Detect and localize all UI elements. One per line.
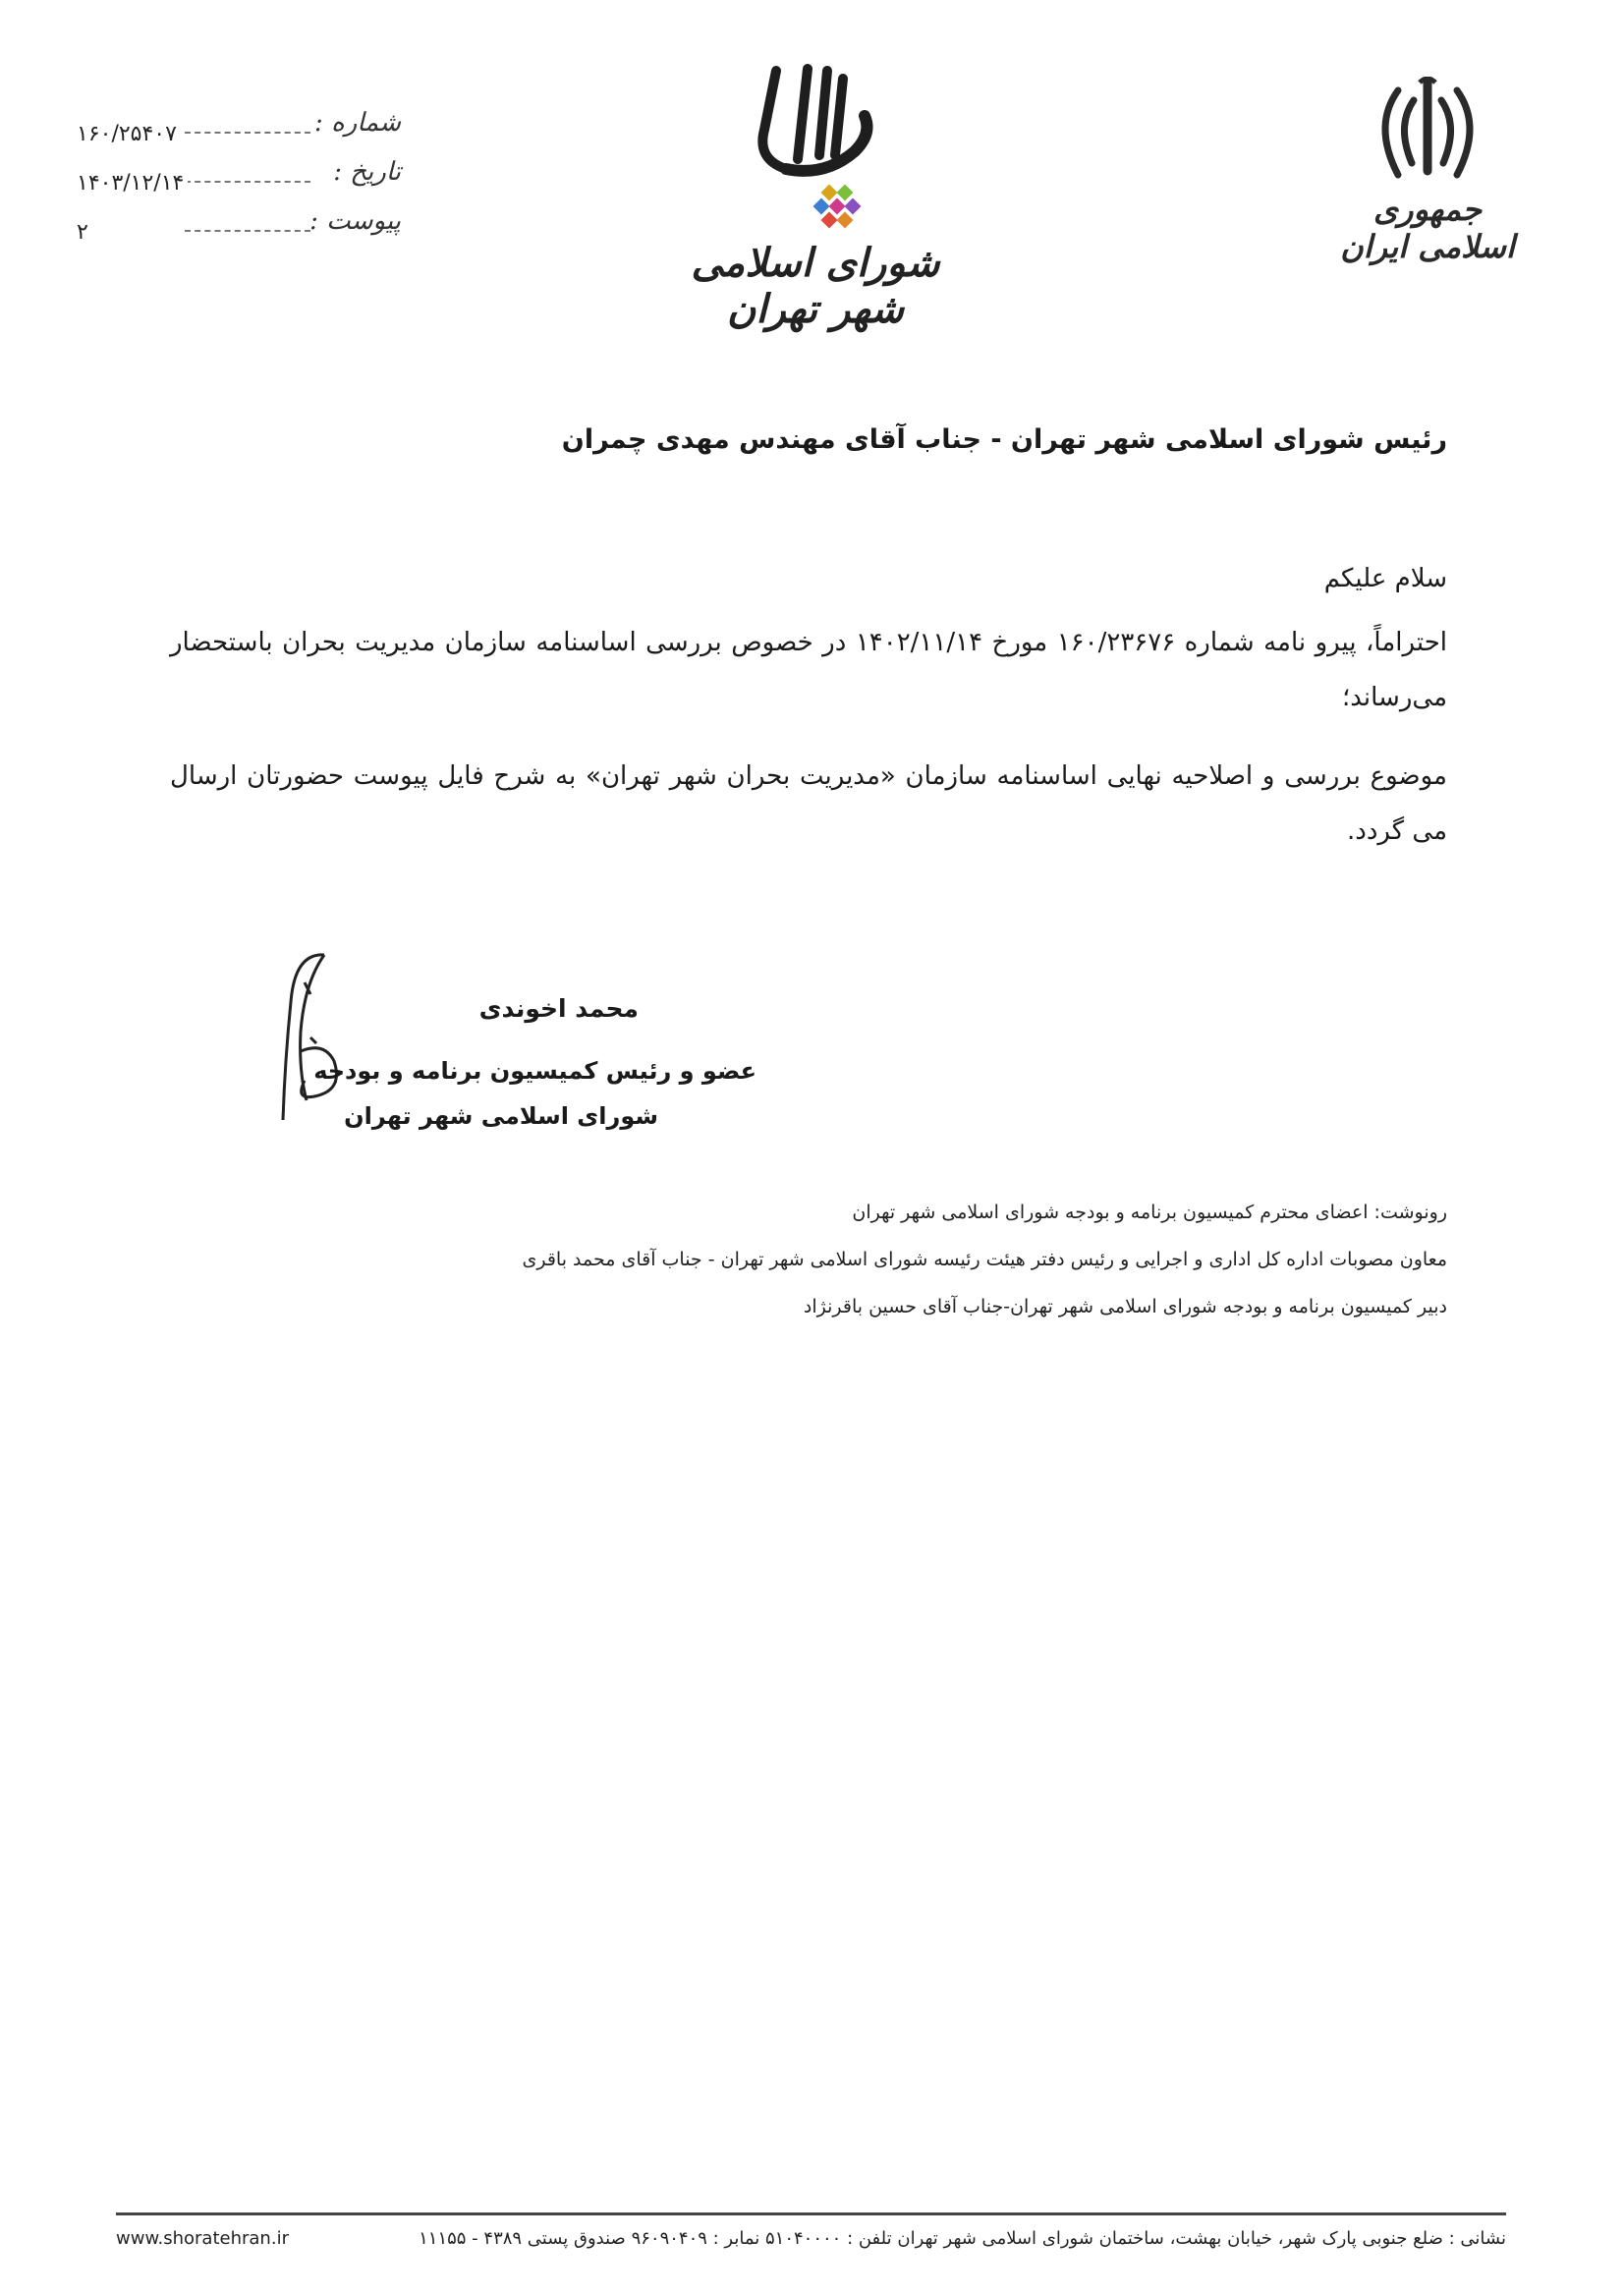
cc-line: رونوشت: اعضای محترم کمیسیون برنامه و بودجه شورای اسلامی شهر تهران	[852, 1202, 1447, 1223]
council-logo-icon	[717, 61, 914, 238]
signatory-title: عضو و رئیس کمیسیون برنامه و بودجه	[313, 1057, 756, 1085]
dotted-line	[185, 181, 310, 183]
signature-block	[255, 943, 766, 1169]
letter-date: ۱۴۰۳/۱۲/۱۴	[77, 171, 188, 196]
body-paragraph-2: موضوع بررسی و اصلاحیه نهایی اساسنامه سازمان «مدیریت بحران شهر تهران» به شرح فایل پیوست حضورتان ارسال می گردد.	[170, 761, 1447, 846]
body-paragraph-1: احتراماً، پیرو نامه شماره ۱۶۰/۲۳۶۷۶ مورخ ۱۴۰۲/۱۱/۱۴ در خصوص بررسی اساسنامه سازمان مدیریت بحران باستحضار می‌رساند؛	[170, 628, 1447, 712]
iran-emblem-icon	[1369, 77, 1486, 185]
footer-address: نشانی : ضلع جنوبی پارک شهر، خیابان بهشت، ساختمان شورای اسلامی شهر تهران تلفن : ۵۱۰۴۰۰۰۰ نمابر : ۹۶۰۹۰۴۰۹ صندوق پستی ۴۳۸۹ - ۱۱۱۵۵	[419, 2228, 1506, 2249]
date-label: تاریخ :	[333, 157, 401, 187]
cc-line: دبیر کمیسیون برنامه و بودجه شورای اسلامی شهر تهران-جناب آقای حسین باقرنژاد	[803, 1296, 1447, 1317]
signatory-name: محمد اخوندی	[478, 994, 639, 1023]
emblem-caption: جمهوری اسلامی ایران	[1340, 191, 1515, 265]
recipient-line: رئیس شورای اسلامی شهر تهران - جناب آقای مهندس مهدی چمران	[561, 424, 1447, 455]
dotted-line	[185, 132, 310, 134]
number-label: شماره :	[314, 108, 401, 138]
council-logo-caption: شورای اسلامی شهر تهران	[691, 240, 940, 332]
letter-number: ۱۶۰/۲۵۴۰۷	[77, 122, 181, 146]
iran-emblem	[1329, 77, 1526, 265]
footer-website: www.shoratehran.ir	[116, 2228, 289, 2249]
meta-attachment-row	[77, 206, 401, 255]
cc-list	[170, 1189, 1447, 1330]
signatory-organization: شورای اسلامی شهر تهران	[344, 1102, 658, 1130]
attachment-count: ۲	[77, 220, 92, 245]
meta-number-row	[77, 108, 401, 157]
attachment-label: پیوست :	[309, 206, 401, 236]
footer-divider	[116, 2212, 1506, 2215]
letter-meta	[77, 108, 401, 255]
council-logo	[648, 61, 982, 332]
greeting: سلام علیکم	[1323, 564, 1447, 593]
dotted-line	[185, 230, 310, 232]
meta-date-row	[77, 157, 401, 206]
cc-line: معاون مصوبات اداره کل اداری و اجرایی و رئیس دفتر هیئت رئیسه شورای اسلامی شهر تهران - جناب آقای محمد باقری	[522, 1249, 1447, 1270]
